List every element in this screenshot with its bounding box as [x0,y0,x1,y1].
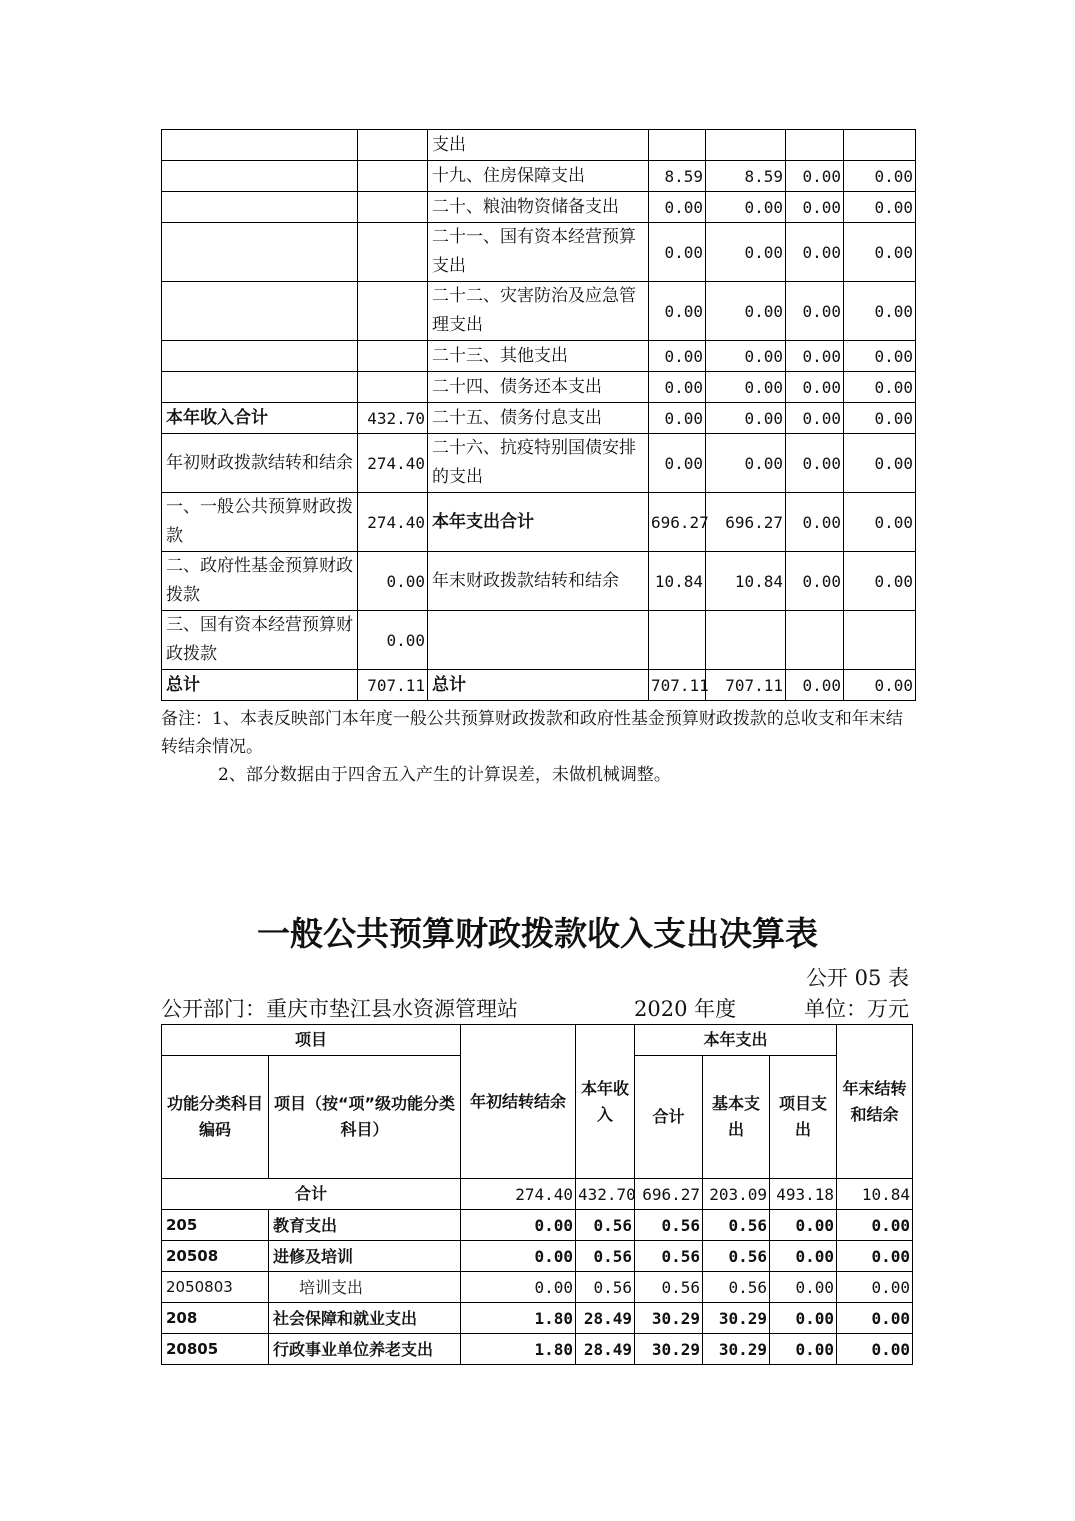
cell-value-2: 0.00 [706,223,786,282]
cell-value-2: 0.00 [706,341,786,372]
unit-label: 单位：万元 [804,997,909,1021]
cell-value-3: 0.00 [786,372,844,403]
table-row [162,1210,913,1241]
row-value: 0.00 [461,1241,576,1272]
header-current-expenditure: 本年支出 [635,1025,837,1056]
row-value: 30.29 [635,1303,703,1334]
cell-value-3 [786,611,844,670]
cell-value-3: 0.00 [786,493,844,552]
cell-value-4: 0.00 [844,552,916,611]
cell-left-label [162,192,358,223]
row-value: 0.56 [576,1272,635,1303]
cell-value-4: 0.00 [844,161,916,192]
row-value: 30.29 [703,1303,770,1334]
cell-value-1 [649,611,706,670]
cell-left-value: 0.00 [358,552,428,611]
cell-value-4: 0.00 [844,341,916,372]
cell-value-4: 0.00 [844,282,916,341]
row-value: 0.00 [461,1272,576,1303]
cell-left-value: 432.70 [358,403,428,434]
row-value: 0.00 [770,1272,837,1303]
row-value: 1.80 [461,1334,576,1365]
header-project-exp: 项目支出 [770,1056,837,1179]
row-value: 0.56 [635,1272,703,1303]
cell-right-label: 二十二、灾害防治及应急管理支出 [428,282,649,341]
cell-left-value [358,223,428,282]
cell-value-4: 0.00 [844,403,916,434]
row-value: 28.49 [576,1303,635,1334]
row-value: 0.56 [703,1210,770,1241]
cell-right-label: 二十、粮油物资储备支出 [428,192,649,223]
table-row [162,552,916,611]
cell-value-3 [786,130,844,161]
row-name: 行政事业单位养老支出 [269,1334,461,1365]
row-value: 0.56 [576,1241,635,1272]
cell-value-4: 0.00 [844,434,916,493]
table-row [162,282,916,341]
cell-value-1: 0.00 [649,341,706,372]
cell-left-label [162,341,358,372]
cell-value-3: 0.00 [786,552,844,611]
total-value: 432.70 [576,1179,635,1210]
table-row [162,611,916,670]
cell-left-value: 0.00 [358,611,428,670]
header-func-code: 功能分类科目编码 [162,1056,269,1179]
row-value: 0.00 [770,1303,837,1334]
cell-value-1: 707.11 [649,670,706,701]
cell-value-2: 0.00 [706,282,786,341]
cell-right-label: 总计 [428,670,649,701]
row-value: 30.29 [635,1334,703,1365]
row-code: 20805 [162,1334,269,1365]
cell-value-3: 0.00 [786,670,844,701]
cell-right-label: 二十三、其他支出 [428,341,649,372]
table-row [162,403,916,434]
cell-right-label: 二十六、抗疫特别国债安排的支出 [428,434,649,493]
table-row [162,670,916,701]
cell-value-1: 0.00 [649,192,706,223]
row-name: 培训支出 [269,1272,461,1303]
budget-appropriation-table [161,1024,913,1365]
cell-left-value [358,161,428,192]
cell-value-2: 0.00 [706,403,786,434]
cell-left-label [162,130,358,161]
row-value: 1.80 [461,1303,576,1334]
cell-value-1: 0.00 [649,372,706,403]
header-begin-balance: 年初结转结余 [461,1025,576,1179]
row-value: 0.56 [703,1241,770,1272]
cell-value-1: 696.27 [649,493,706,552]
cell-left-label: 总计 [162,670,358,701]
cell-value-2 [706,130,786,161]
cell-left-label [162,282,358,341]
row-value: 0.00 [461,1210,576,1241]
cell-value-4: 0.00 [844,493,916,552]
total-row [162,1179,913,1210]
row-value: 28.49 [576,1334,635,1365]
cell-left-label: 年初财政拨款结转和结余 [162,434,358,493]
cell-right-label: 二十一、国有资本经营预算支出 [428,223,649,282]
cell-right-label: 本年支出合计 [428,493,649,552]
cell-value-4: 0.00 [844,670,916,701]
row-code: 205 [162,1210,269,1241]
cell-value-1 [649,130,706,161]
table-row [162,493,916,552]
cell-value-1: 0.00 [649,403,706,434]
cell-value-3: 0.00 [786,434,844,493]
cell-value-1: 0.00 [649,282,706,341]
cell-left-value [358,341,428,372]
cell-right-label: 支出 [428,130,649,161]
row-value: 0.00 [837,1210,913,1241]
total-value: 696.27 [635,1179,703,1210]
cell-left-value [358,130,428,161]
table-row [162,372,916,403]
cell-left-label [162,223,358,282]
table-row [162,223,916,282]
cell-left-label: 三、国有资本经营预算财政拨款 [162,611,358,670]
row-value: 0.56 [576,1210,635,1241]
header-end-balance: 年末结转和结余 [837,1025,913,1179]
row-code: 2050803 [162,1272,269,1303]
cell-right-label: 年末财政拨款结转和结余 [428,552,649,611]
table-row [162,192,916,223]
row-value: 0.56 [635,1210,703,1241]
row-value: 0.56 [703,1272,770,1303]
row-value: 0.00 [770,1334,837,1365]
table-row [162,434,916,493]
department-label: 公开部门：重庆市垫江县水资源管理站 [161,997,518,1021]
total-label: 合计 [162,1179,461,1210]
row-value: 0.00 [837,1303,913,1334]
note-1: 备注：1、本表反映部门本年度一般公共预算财政拨款和政府性基金预算财政拨款的总收支和年末结转结余情况。 [161,709,903,757]
table-title: 一般公共预算财政拨款收入支出决算表 [257,914,818,953]
cell-left-value: 274.40 [358,434,428,493]
header-income: 本年收入 [576,1025,635,1179]
table-row [162,1334,913,1365]
cell-value-4 [844,130,916,161]
cell-left-label: 一、一般公共预算财政拨款 [162,493,358,552]
cell-value-4 [844,611,916,670]
row-name: 教育支出 [269,1210,461,1241]
cell-value-4: 0.00 [844,223,916,282]
row-value: 0.00 [837,1272,913,1303]
total-value: 493.18 [770,1179,837,1210]
row-value: 0.56 [635,1241,703,1272]
cell-right-label [428,611,649,670]
cell-left-label: 二、政府性基金预算财政拨款 [162,552,358,611]
cell-right-label: 二十四、债务还本支出 [428,372,649,403]
header-project: 项目 [162,1025,461,1056]
cell-value-4: 0.00 [844,372,916,403]
row-value: 30.29 [703,1334,770,1365]
cell-left-label [162,161,358,192]
note-2: 2、部分数据由于四舍五入产生的计算误差，未做机械调整。 [218,765,671,785]
cell-value-3: 0.00 [786,341,844,372]
cell-left-value [358,282,428,341]
cell-value-3: 0.00 [786,403,844,434]
row-value: 0.00 [837,1334,913,1365]
cell-left-label: 本年收入合计 [162,403,358,434]
table-row [162,130,916,161]
cell-value-1: 8.59 [649,161,706,192]
cell-value-2: 0.00 [706,434,786,493]
table-row [162,161,916,192]
table-row [162,1241,913,1272]
cell-value-2: 696.27 [706,493,786,552]
total-value: 10.84 [837,1179,913,1210]
header-item: 项目（按“项”级功能分类科目） [269,1056,461,1179]
cell-value-2: 8.59 [706,161,786,192]
cell-value-2: 707.11 [706,670,786,701]
cell-value-1: 10.84 [649,552,706,611]
cell-value-3: 0.00 [786,282,844,341]
cell-left-value [358,372,428,403]
income-expense-table [161,129,916,701]
row-name: 社会保障和就业支出 [269,1303,461,1334]
cell-value-2: 0.00 [706,372,786,403]
cell-value-3: 0.00 [786,192,844,223]
table-row [162,341,916,372]
row-value: 0.00 [837,1241,913,1272]
cell-value-1: 0.00 [649,434,706,493]
header-total: 合计 [635,1056,703,1179]
row-code: 20508 [162,1241,269,1272]
cell-value-2: 0.00 [706,192,786,223]
cell-value-2 [706,611,786,670]
cell-value-1: 0.00 [649,223,706,282]
row-code: 208 [162,1303,269,1334]
cell-value-4: 0.00 [844,192,916,223]
cell-value-2: 10.84 [706,552,786,611]
total-value: 203.09 [703,1179,770,1210]
cell-value-3: 0.00 [786,161,844,192]
row-name: 进修及培训 [269,1241,461,1272]
header-basic: 基本支出 [703,1056,770,1179]
total-value: 274.40 [461,1179,576,1210]
cell-right-label: 二十五、债务付息支出 [428,403,649,434]
table-row [162,1303,913,1334]
row-value: 0.00 [770,1241,837,1272]
cell-value-3: 0.00 [786,223,844,282]
cell-left-label [162,372,358,403]
cell-left-value: 274.40 [358,493,428,552]
cell-left-value: 707.11 [358,670,428,701]
table-code: 公开 05 表 [805,966,909,990]
table-row [162,1272,913,1303]
row-value: 0.00 [770,1210,837,1241]
cell-right-label: 十九、住房保障支出 [428,161,649,192]
cell-left-value [358,192,428,223]
year-label: 2020 年度 [634,997,737,1021]
